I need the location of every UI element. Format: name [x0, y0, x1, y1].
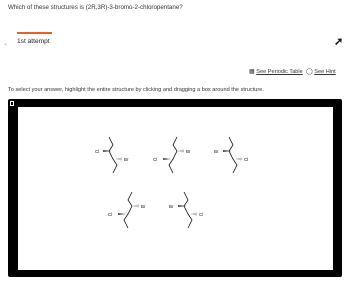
hash-bond — [179, 150, 183, 153]
question-text: Which of these structures is (2R,3R)-3-bromo-2-chloropentane? — [8, 4, 183, 11]
periodic-table-label: See Periodic Table — [256, 69, 303, 75]
hash-bond — [192, 213, 196, 216]
structure-3-top-label: Br — [214, 149, 219, 154]
wedge-bond — [103, 150, 112, 152]
lightbulb-icon: ◯ — [306, 69, 313, 75]
structure-5-bottom-label: Cl — [199, 212, 204, 217]
structure-1-top-label: Cl — [95, 149, 100, 154]
expand-arrow-icon[interactable]: ➚ — [334, 36, 344, 48]
carbon-chain — [229, 137, 237, 173]
hash-bond — [117, 158, 121, 161]
structure-1[interactable] — [95, 137, 129, 173]
periodic-table-icon: ▦ — [249, 69, 255, 75]
wedge-bond — [163, 158, 171, 160]
attempt-label[interactable]: 1st attempt — [17, 38, 50, 45]
structure-4-bottom-label: Cl — [108, 212, 113, 217]
carbon-chain — [169, 137, 177, 173]
hint-label: See Hint — [314, 69, 336, 75]
carbon-chain — [109, 137, 117, 173]
wedge-bond — [118, 213, 126, 215]
document-icon[interactable] — [10, 101, 14, 106]
structure-canvas[interactable] — [18, 107, 333, 270]
structure-3[interactable] — [214, 137, 248, 173]
structure-5-top-label: Br — [169, 204, 174, 209]
structure-1-bottom-label: Br — [124, 157, 129, 162]
attempt-indicator — [17, 32, 52, 34]
wedge-bond — [178, 205, 187, 207]
structure-5[interactable] — [169, 192, 203, 228]
hint-link[interactable] — [306, 68, 336, 75]
structure-4[interactable] — [108, 192, 146, 228]
structure-3-bottom-label: Cl — [244, 157, 249, 162]
periodic-table-link[interactable] — [249, 68, 303, 75]
structure-4-top-label: Br — [141, 204, 146, 209]
instruction-text: To select your answer, highlight the entire structure by clicking and dragging a box around the structure. — [8, 87, 264, 93]
structure-2-top-label: Br — [186, 149, 191, 154]
carbon-chain — [184, 192, 192, 228]
hash-bond — [237, 158, 241, 161]
structure-2[interactable] — [153, 137, 191, 173]
hash-bond — [134, 205, 138, 208]
carbon-chain — [124, 192, 132, 228]
wedge-bond — [223, 150, 232, 152]
chevron-down-icon[interactable]: ⌄ — [3, 41, 9, 47]
structure-2-bottom-label: Cl — [153, 157, 158, 162]
